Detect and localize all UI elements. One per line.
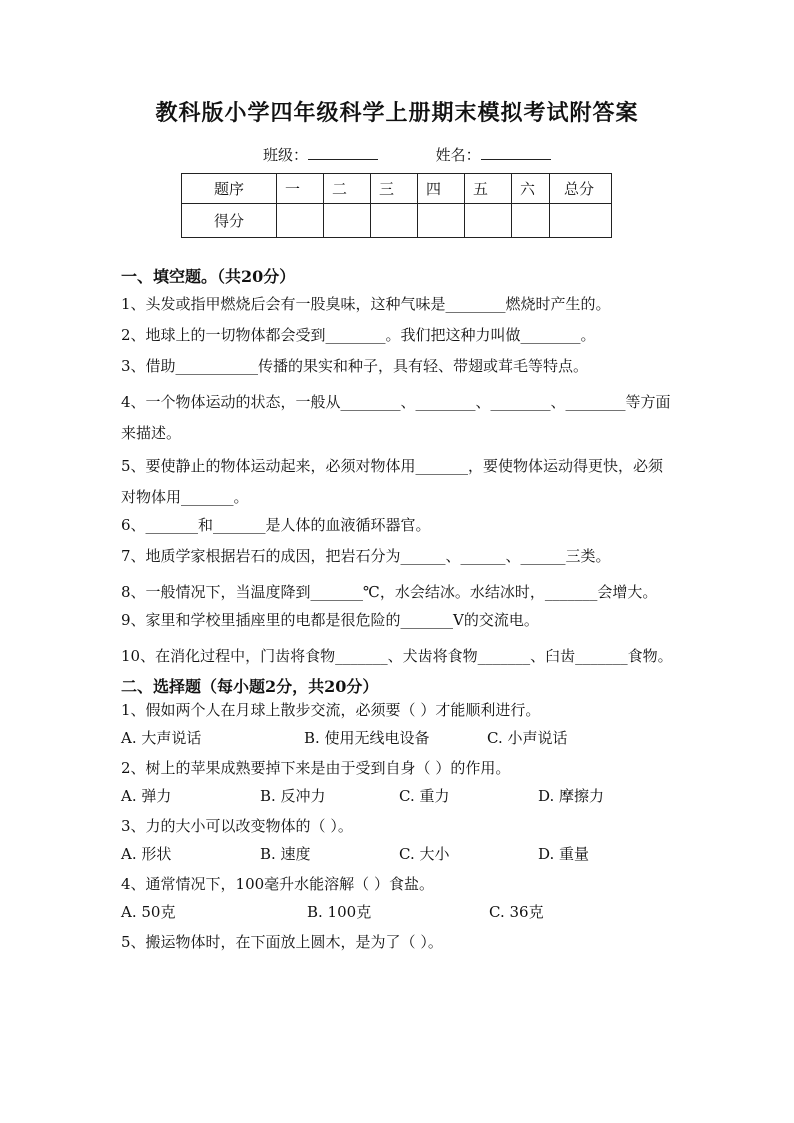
choice-question: 3、力的大小可以改变物体的（ ）。	[121, 817, 353, 835]
choice-option[interactable]: D. 摩擦力	[538, 787, 605, 805]
score-cell[interactable]	[550, 204, 612, 238]
score-cell[interactable]	[324, 204, 371, 238]
choice-question: 5、搬运物体时，在下面放上圆木，是为了（ ）。	[121, 933, 443, 951]
fill-question: 5、要使静止的物体运动起来，必须对物体用_______，要使物体运动得更快，必须对物体用_______。	[121, 457, 664, 506]
score-header-cell: 题序	[182, 174, 277, 204]
score-header-cell: 三	[371, 174, 418, 204]
student-info	[263, 144, 551, 165]
choice-option[interactable]: D. 重量	[538, 845, 590, 863]
score-header-cell: 总分	[550, 174, 612, 204]
score-header-cell: 四	[418, 174, 465, 204]
fill-question: 6、_______和_______是人体的血液循环器官。	[121, 516, 431, 534]
name-label: 姓名：	[435, 146, 481, 164]
score-table	[181, 173, 612, 238]
choice-option[interactable]: C. 小声说话	[487, 729, 568, 747]
fill-question: 2、地球上的一切物体都会受到________。我们把这种力叫做________。	[121, 326, 596, 344]
choice-options	[121, 728, 677, 748]
class-blank	[308, 145, 378, 160]
score-table-header-row	[182, 174, 612, 204]
score-cell[interactable]	[277, 204, 324, 238]
choice-option[interactable]: B. 使用无线电设备	[304, 729, 430, 747]
choice-option[interactable]: A. 弹力	[121, 787, 172, 805]
choice-question: 4、通常情况下，100毫升水能溶解（ ）食盐。	[121, 875, 434, 893]
choice-option[interactable]: A. 50克	[121, 903, 176, 921]
score-cell[interactable]	[418, 204, 465, 238]
score-header-cell: 二	[324, 174, 371, 204]
choice-option[interactable]: C. 大小	[399, 845, 450, 863]
fill-question: 9、家里和学校里插座里的电都是很危险的_______V的交流电。	[121, 611, 539, 629]
choice-options	[121, 844, 677, 864]
choice-options	[121, 786, 677, 806]
section-heading: 二、选择题（每小题2分，共20分）	[121, 677, 379, 696]
choice-option[interactable]: B. 速度	[260, 845, 311, 863]
section-heading: 一、填空题。（共20分）	[121, 267, 296, 286]
fill-question: 7、地质学家根据岩石的成因，把岩石分为______、______、______三类。	[121, 547, 611, 565]
score-row-label: 得分	[182, 204, 277, 238]
choice-option[interactable]: B. 反冲力	[260, 787, 326, 805]
fill-question: 10、在消化过程中，门齿将食物_______、犬齿将食物_______、臼齿_______食物。	[121, 647, 673, 665]
choice-option[interactable]: B. 100克	[307, 903, 372, 921]
choice-question: 1、假如两个人在月球上散步交流，必须要（ ）才能顺利进行。	[121, 701, 541, 719]
name-blank	[481, 145, 551, 160]
choice-option[interactable]: C. 36克	[489, 903, 544, 921]
exam-content	[121, 266, 677, 963]
fill-question: 3、借助___________传播的果实和种子，具有轻、带翅或茸毛等特点。	[121, 357, 589, 375]
choice-options	[121, 902, 677, 922]
score-header-cell: 五	[465, 174, 512, 204]
fill-question: 8、一般情况下，当温度降到_______℃，水会结冰。水结冰时，_______会增大。	[121, 583, 658, 601]
fill-question: 1、头发或指甲燃烧后会有一股臭味，这种气味是________燃烧时产生的。	[121, 295, 611, 313]
score-cell[interactable]	[465, 204, 512, 238]
page-title: 教科版小学四年级科学上册期末模拟考试附答案	[155, 100, 639, 126]
score-table-score-row	[182, 204, 612, 238]
score-header-cell: 六	[512, 174, 550, 204]
score-cell[interactable]	[512, 204, 550, 238]
choice-question: 2、树上的苹果成熟要掉下来是由于受到自身（ ）的作用。	[121, 759, 511, 777]
class-label: 班级：	[263, 146, 309, 164]
choice-option[interactable]: A. 形状	[121, 845, 172, 863]
score-header-cell: 一	[277, 174, 324, 204]
fill-question: 4、一个物体运动的状态，一般从________、________、________、________等方面来描述。	[121, 393, 671, 442]
choice-option[interactable]: C. 重力	[399, 787, 450, 805]
choice-option[interactable]: A. 大声说话	[121, 729, 202, 747]
score-cell[interactable]	[371, 204, 418, 238]
